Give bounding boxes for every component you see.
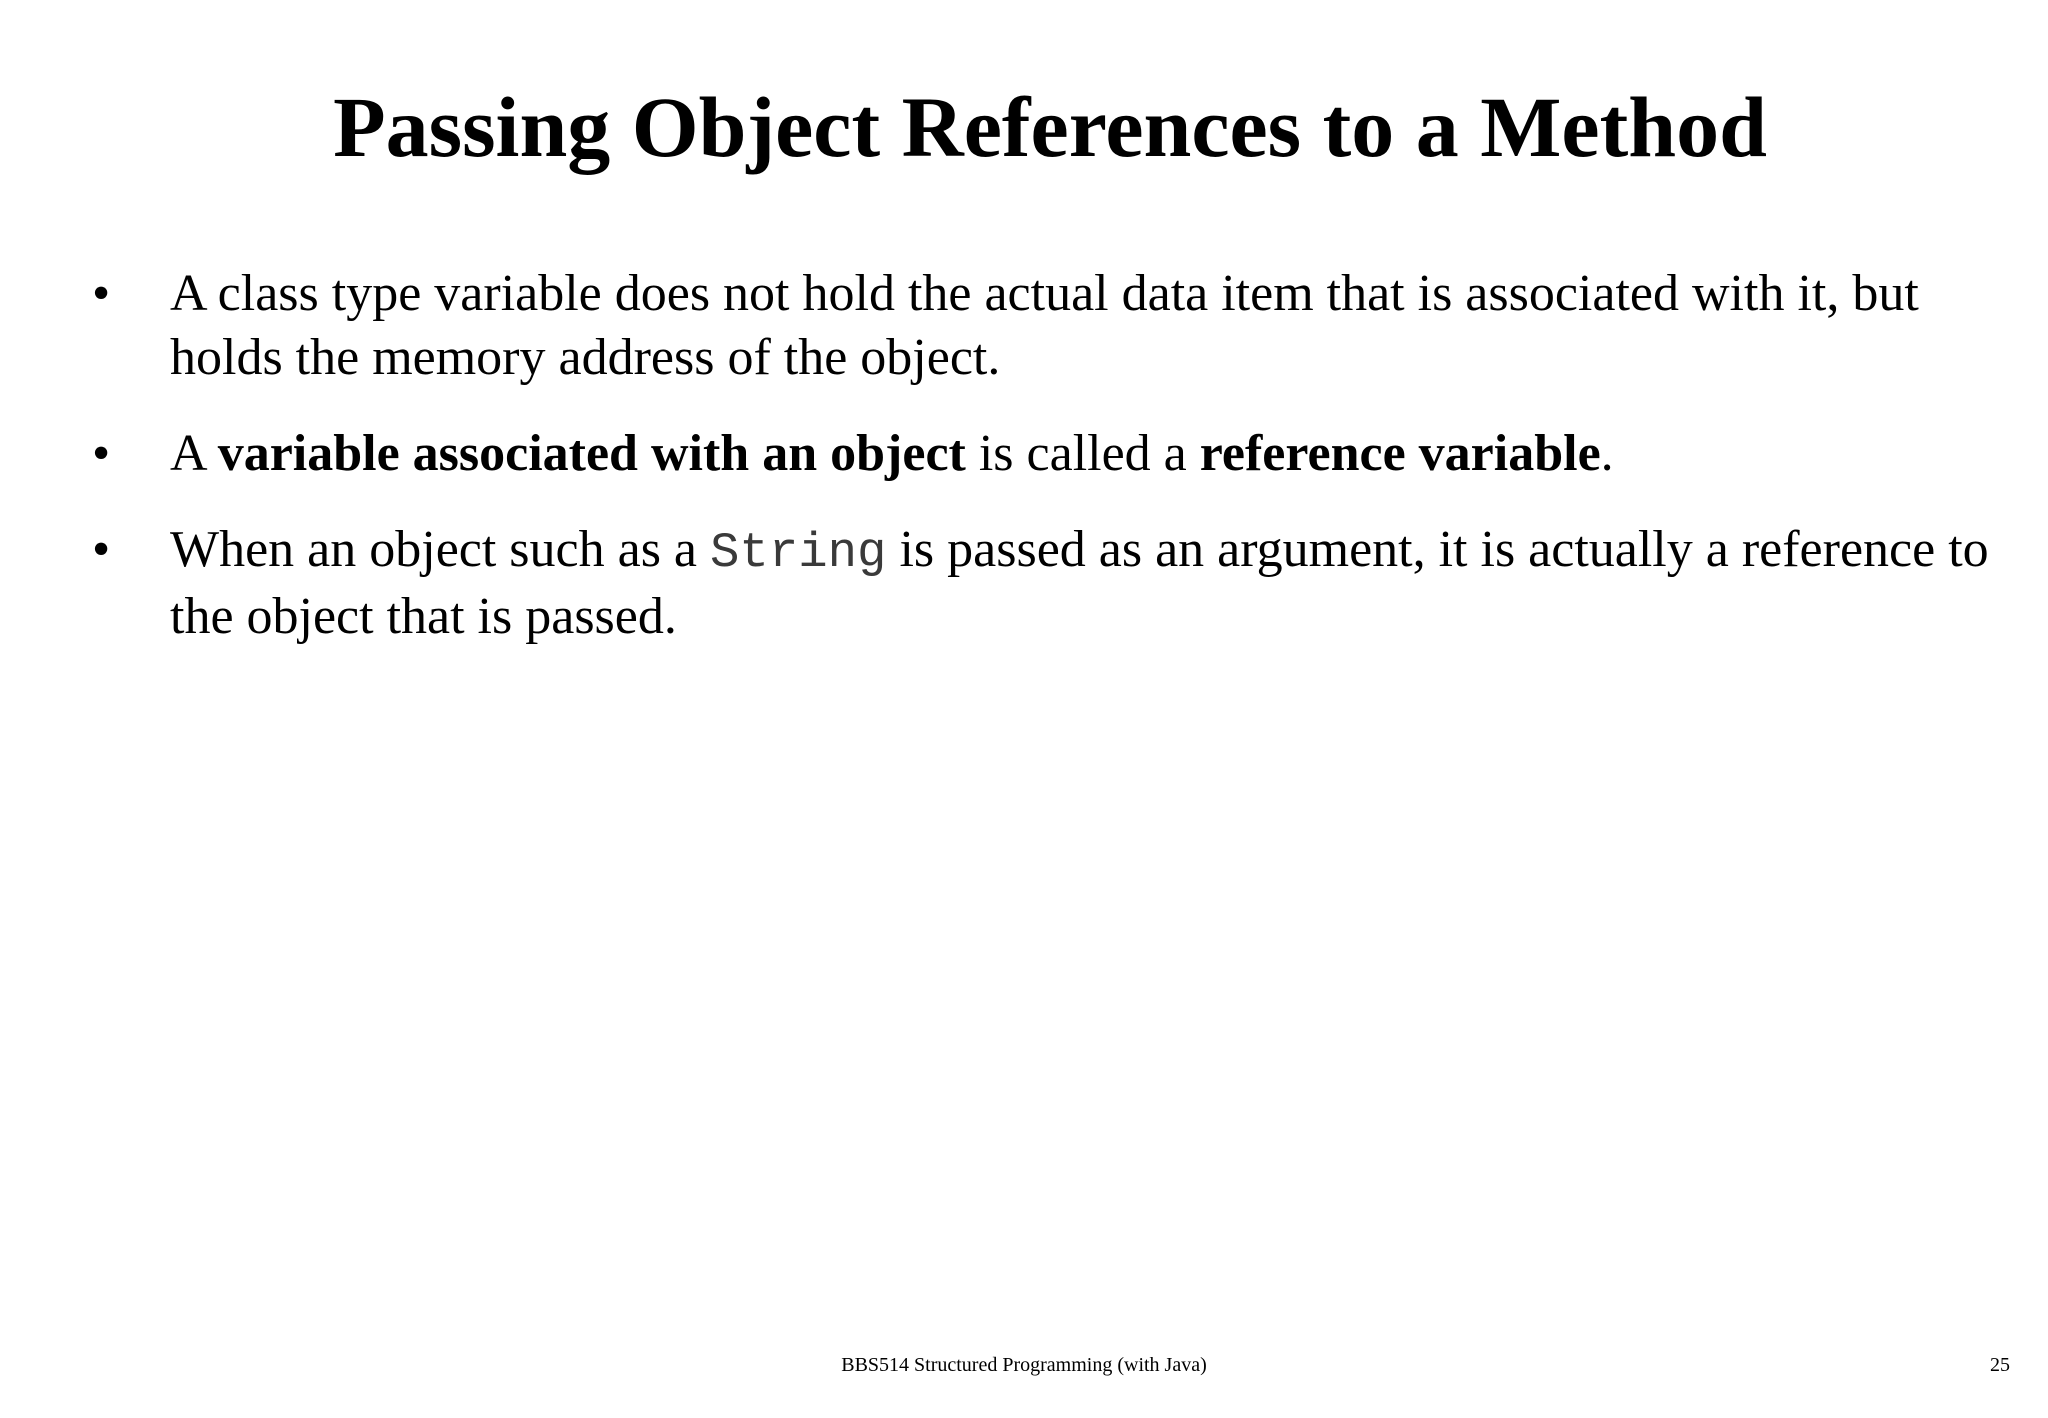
bold-term: reference variable bbox=[1199, 425, 1601, 482]
bullet-text-part: is passed as an argument, it is actually a reference to the object that is passed. bbox=[170, 521, 1989, 645]
bullet-text-part: When an object such as a bbox=[170, 521, 711, 578]
bullet-text: A class type variable does not hold the actual data item that is associated with it, but holds the memory address of the object. bbox=[170, 265, 1919, 386]
slide-title: Passing Object References to a Method bbox=[333, 79, 1767, 175]
bullet-item-2 bbox=[92, 422, 2012, 486]
code-keyword: String bbox=[710, 525, 887, 581]
bullet-list bbox=[92, 262, 2012, 681]
footer-course-name: BBS514 Structured Programming (with Java) bbox=[841, 1354, 1207, 1376]
page-number: 25 bbox=[1990, 1354, 2010, 1376]
bullet-text-part: . bbox=[1600, 425, 1614, 482]
bullet-text-part: is called a bbox=[965, 425, 1200, 482]
bullet-icon: • bbox=[92, 425, 111, 482]
bullet-icon: • bbox=[92, 521, 111, 578]
bullet-text-part: A bbox=[170, 425, 218, 482]
bullet-item-1 bbox=[92, 262, 2012, 390]
bullet-item-3 bbox=[92, 518, 2012, 649]
bullet-icon: • bbox=[92, 265, 111, 322]
bold-term: variable associated with an object bbox=[217, 425, 966, 482]
